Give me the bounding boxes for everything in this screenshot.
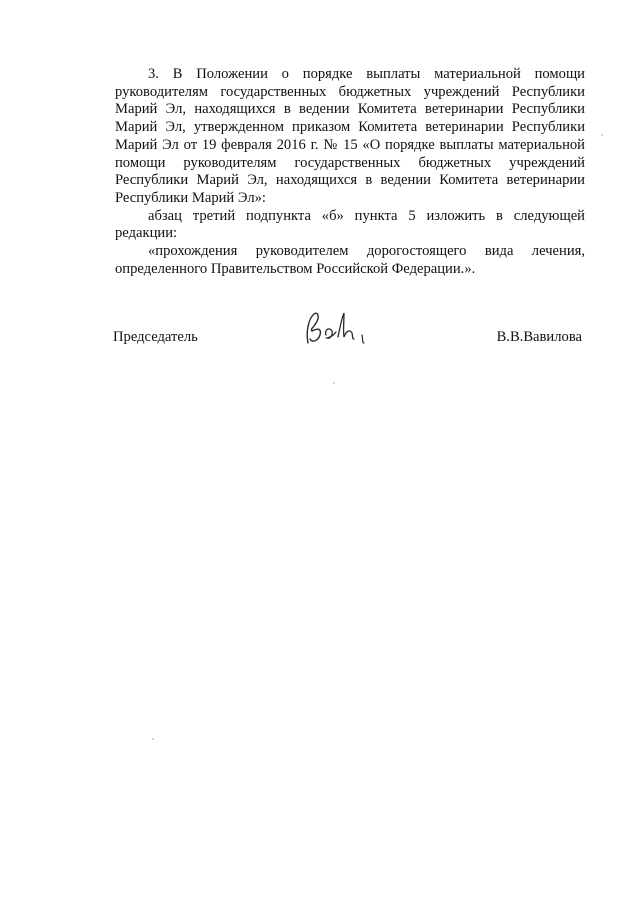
scan-speck [601, 134, 603, 136]
signatory-position: Председатель [113, 329, 198, 345]
scan-speck [333, 382, 335, 384]
handwritten-signature [300, 305, 380, 353]
paragraph-amendment-text: «прохождения руководителем дорогостоящего вида лечения, определенного Правительством Российской Федерации.». [115, 243, 585, 277]
paragraph-amendment-intro: 3. В Положении о порядке выплаты материальной помощи руководителям государственных бюджетных учреждений Республики Марий Эл, находящихся в ведении Комитета ветеринарии Республики Марий Эл, утвержденном приказом Комитета ветеринарии Республики Марий Эл от 19 февраля 2016 г. № 15 «О порядке выплаты материальной помощи руководителям государственных бюджетных учреждений Республики Марий Эл, находящихся в ведении Комитета ветеринарии Республики Марий Эл»: [115, 66, 585, 206]
paragraph-amendment-instruction: абзац третий подпункта «б» пункта 5 изложить в следующей редакции: [115, 207, 585, 242]
document-body [115, 66, 585, 278]
scan-speck [152, 738, 154, 740]
signatory-name: В.В.Вавилова [496, 329, 582, 345]
